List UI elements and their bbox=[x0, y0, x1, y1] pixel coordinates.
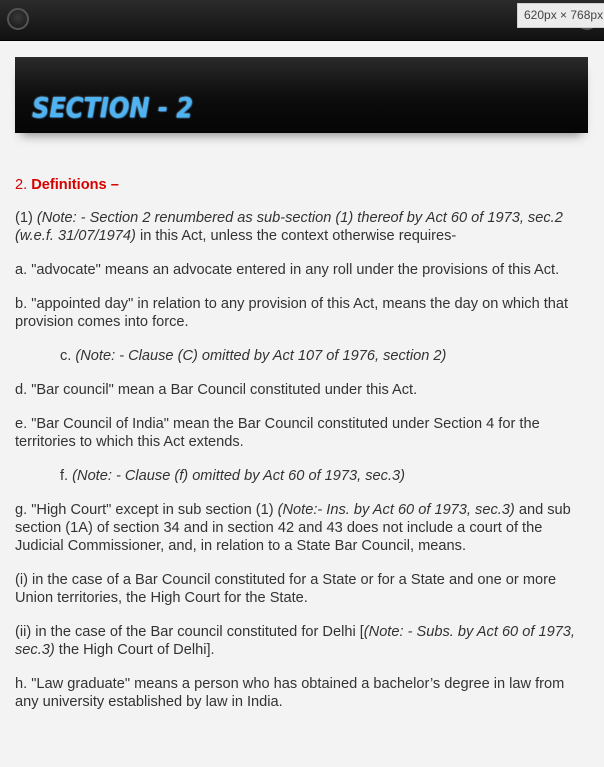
section-banner bbox=[15, 57, 588, 133]
definition-g-ii-note: (Note: - Subs. by Act 60 of 1973, sec.3) bbox=[15, 624, 575, 658]
definition-g-i: (i) in the case of a Bar Council constituted for a State or for a State and one or more Union territories, the High Court for the State. bbox=[15, 572, 557, 606]
paragraph-1-suffix: in this Act, unless the context otherwise requires- bbox=[135, 228, 457, 244]
definition-c-note: (Note: - Clause (C) omitted by Act 107 of 1976, section 2) bbox=[75, 348, 447, 364]
definition-a: a. "advocate" means an advocate entered in any roll under the provisions of this Act. bbox=[15, 262, 560, 278]
definition-g-note: (Note:- Ins. by Act 60 of 1973, sec.3) bbox=[277, 502, 515, 518]
definition-g-ii bbox=[15, 623, 590, 659]
viewer-toolbar bbox=[0, 0, 604, 41]
banner-title: SECTION - 2 bbox=[32, 91, 193, 124]
heading-title: Definitions – bbox=[31, 177, 119, 193]
definition-c bbox=[15, 347, 590, 365]
definition-f-note: (Note: - Clause (f) omitted by Act 60 of 1973, sec.3) bbox=[72, 468, 405, 484]
definition-g-ii-suffix: the High Court of Delhi]. bbox=[54, 642, 215, 658]
definition-g-suffix: and sub section (1A) of section 34 and in section 42 and 43 does not include a court of the Judicial Commissioner, and, in relation to a State Bar Council, means. bbox=[15, 502, 571, 554]
definition-h: h. "Law graduate" means a person who has obtained a bachelor’s degree in law from any university established by law in India. bbox=[15, 676, 565, 710]
definition-f bbox=[15, 467, 590, 485]
definition-f-prefix: f. bbox=[60, 468, 73, 484]
paragraph-1-prefix: (1) bbox=[15, 210, 37, 226]
definition-g-ii-prefix: (ii) in the case of the Bar council constituted for Delhi [ bbox=[15, 624, 364, 640]
left-circle-button[interactable] bbox=[7, 8, 29, 30]
definition-g bbox=[15, 501, 590, 555]
paragraph-1 bbox=[15, 209, 590, 245]
paragraph-1-note: (Note: - Section 2 renumbered as sub-section (1) thereof by Act 60 of 1973, sec.2 (w.e.f. 31/07/1974) bbox=[15, 210, 563, 244]
definition-c-prefix: c. bbox=[60, 348, 76, 364]
section-heading bbox=[15, 176, 590, 194]
heading-number: 2. bbox=[15, 177, 28, 193]
image-size-badge: 620px × 768px bbox=[517, 3, 604, 28]
definition-b: b. "appointed day" in relation to any provision of this Act, means the day on which that provision comes into force. bbox=[15, 296, 569, 330]
definition-e: e. "Bar Council of India" mean the Bar Council constituted under Section 4 for the territories to which this Act extends. bbox=[15, 416, 540, 450]
definition-g-prefix: g. "High Court" except in sub section (1) bbox=[15, 502, 278, 518]
definition-d: d. "Bar council" mean a Bar Council constituted under this Act. bbox=[15, 382, 418, 398]
section-content bbox=[15, 176, 590, 711]
